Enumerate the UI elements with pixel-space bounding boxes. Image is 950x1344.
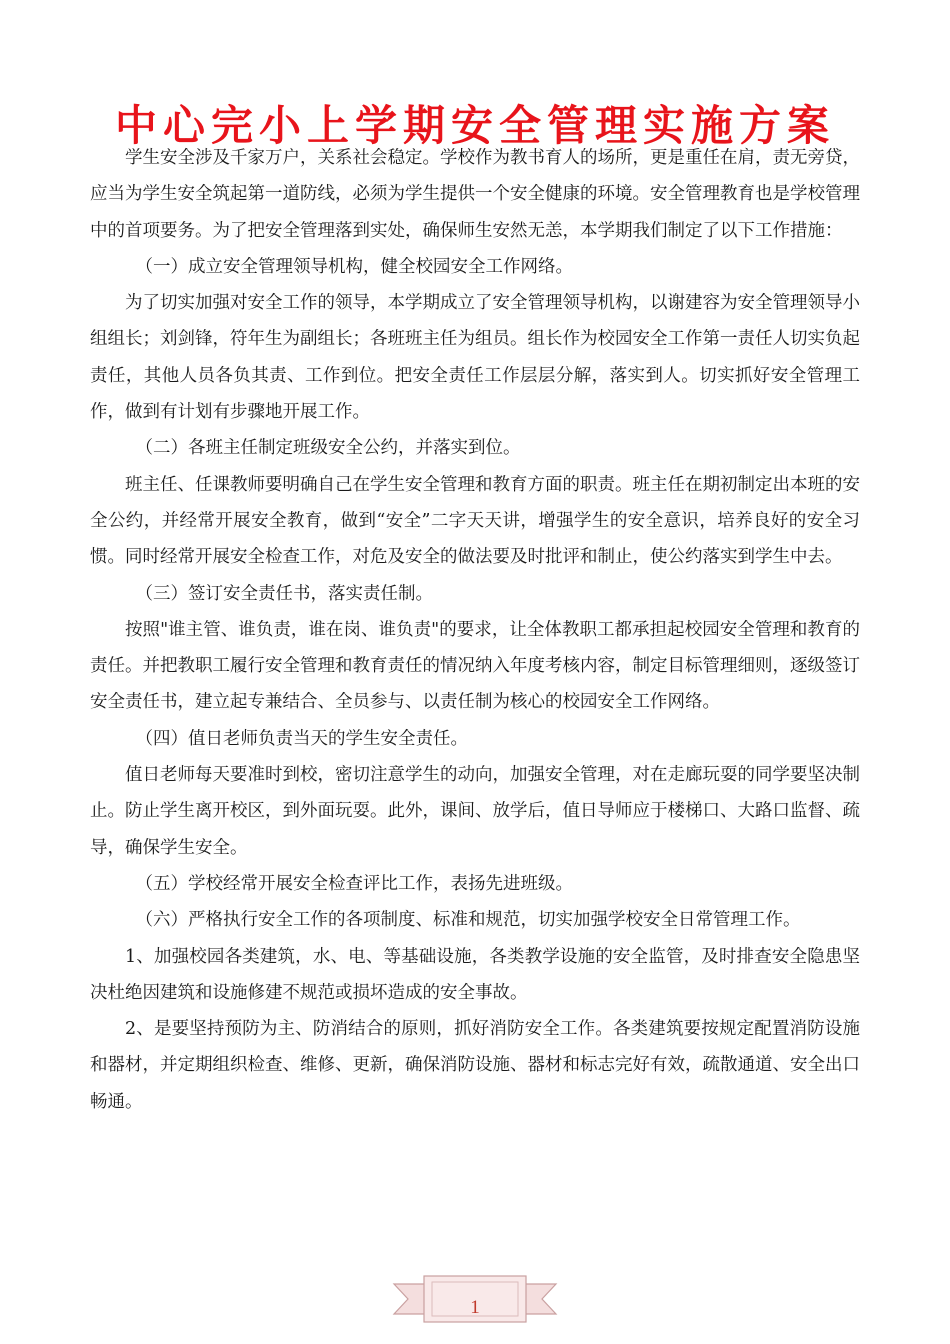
section-paragraph-3: 按照"谁主管、谁负责，谁在岗、谁负责"的要求，让全体教职工都承担起校园安全管理和教育的责任。并把教职工履行安全管理和教育责任的情况纳入年度考核内容，制定目标管理细则，逐级签订安全责任书，建立起专兼结合、全员参与、以责任制为核心的校园安全工作网络。 bbox=[90, 619, 860, 713]
section-heading-4: （四）值日老师负责当天的学生安全责任。 bbox=[135, 728, 468, 749]
section-heading-1: （一）成立安全管理领导机构，健全校园安全工作网络。 bbox=[135, 256, 573, 277]
page-number-badge bbox=[390, 1270, 560, 1334]
section-paragraph-1: 为了切实加强对安全工作的领导，本学期成立了安全管理领导机构，以谢建容为安全管理领导小组组长；刘剑锋，符年生为副组长；各班班主任为组员。组长作为校园安全工作第一责任人切实负起责任，其他人员各负其责、工作到位。把安全责任工作层层分解，落实到人。切实抓好安全管理工作，做到有计划有步骤地开展工作。 bbox=[90, 293, 860, 423]
document-title: 中心完小上学期安全管理实施方案 bbox=[114, 101, 835, 150]
section-paragraph-2: 班主任、任课教师要明确自己在学生安全管理和教育方面的职责。班主任在期初制定出本班的安全公约，并经常开展安全教育，做到“安全”二字天天讲，增强学生的安全意识，培养良好的安全习惯。同时经常开展安全检查工作，对危及安全的做法要及时批评和制止，使公约落实到学生中去。 bbox=[90, 474, 860, 568]
section-heading-5: （五）学校经常开展安全检查评比工作，表扬先进班级。 bbox=[135, 873, 573, 894]
list-item-2: 2、是要坚持预防为主、防消结合的原则，抓好消防安全工作。各类建筑要按规定配置消防设施和器材，并定期组织检查、维修、更新，确保消防设施、器材和标志完好有效，疏散通道、安全出口畅通。 bbox=[90, 1019, 860, 1112]
intro-paragraph: 学生安全涉及千家万户，关系社会稳定。学校作为教书育人的场所，更是重任在肩，责无旁贷，应当为学生安全筑起第一道防线，必须为学生提供一个安全健康的环境。安全管理教育也是学校管理中的首项要务。为了把安全管理落到实处，确保师生安然无恙，本学期我们制定了以下工作措施： bbox=[90, 148, 860, 241]
section-heading-6: （六）严格执行安全工作的各项制度、标准和规范，切实加强学校安全日常管理工作。 bbox=[135, 910, 801, 931]
section-heading-3: （三）签订安全责任书，落实责任制。 bbox=[135, 583, 433, 604]
page-number: 1 bbox=[470, 1297, 480, 1318]
document-body bbox=[90, 140, 860, 1120]
section-paragraph-4: 值日老师每天要准时到校，密切注意学生的动向，加强安全管理，对在走廊玩耍的同学要坚决制止。防止学生离开校区，到外面玩耍。此外，课间、放学后，值日导师应于楼梯口、大路口监督、疏导，确保学生安全。 bbox=[90, 765, 860, 858]
list-item-1: 1、加强校园各类建筑，水、电、等基础设施，各类教学设施的安全监管，及时排查安全隐患坚决杜绝因建筑和设施修建不规范或损坏造成的安全事故。 bbox=[90, 946, 860, 1003]
section-heading-2: （二）各班主任制定班级安全公约，并落实到位。 bbox=[135, 438, 521, 459]
